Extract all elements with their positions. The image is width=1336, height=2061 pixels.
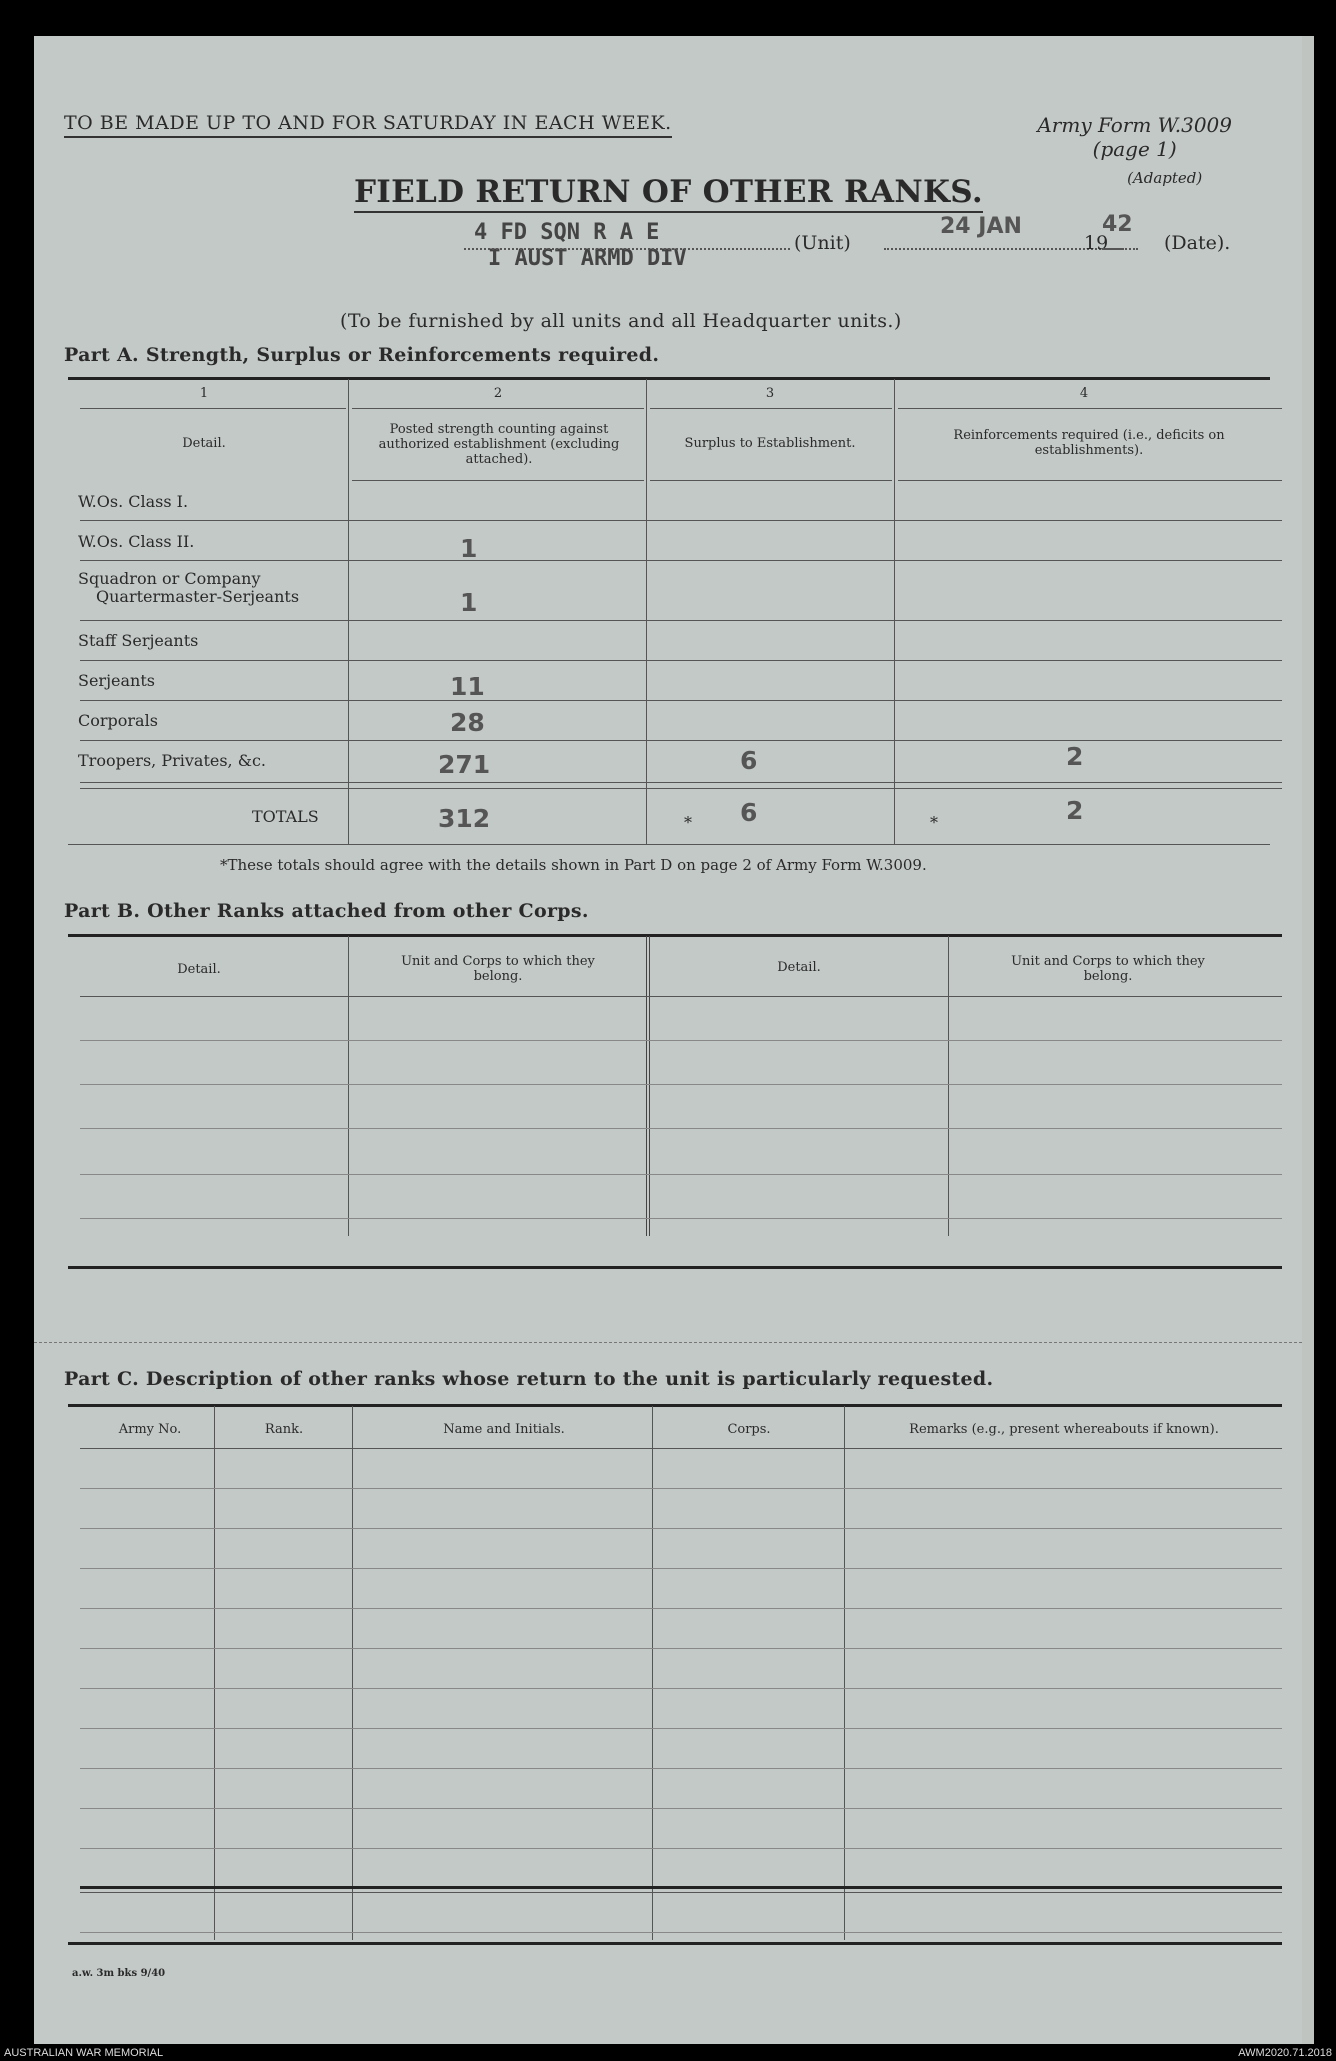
part-b-header-line [80, 996, 1282, 997]
year-dotted-line [1102, 248, 1138, 250]
part-b-header-unit-1: Unit and Corps to which they belong. [401, 954, 595, 984]
part-a-col-divider-2 [646, 379, 647, 845]
row-label-troopers: Troopers, Privates, &c. [78, 751, 267, 770]
total-reinf: 2 [1066, 796, 1084, 825]
part-b-line-1 [80, 1040, 1282, 1041]
year-handwritten: 42 [1102, 212, 1133, 237]
date-label: (Date). [1164, 232, 1231, 254]
row-label-wo1: W.Os. Class I. [78, 492, 189, 511]
col-number-3: 3 [765, 386, 775, 401]
part-c-line-3 [80, 1568, 1282, 1569]
posted-cqms: 1 [460, 588, 478, 617]
part-c-header-name: Name and Initials. [443, 1422, 565, 1437]
col-number-4: 4 [1079, 386, 1089, 401]
part-c-line-10 [80, 1848, 1282, 1849]
row-line-7b [80, 788, 1282, 789]
unit-dotted-line [464, 248, 790, 250]
furnish-note: (To be furnished by all units and all Headquarter units.) [340, 310, 902, 332]
form-title: FIELD RETURN OF OTHER RANKS. [354, 174, 983, 213]
archive-caption-left: AUSTRALIAN WAR MEMORIAL [4, 2047, 164, 2059]
part-c-line-12 [80, 1892, 1282, 1893]
part-c-line-9 [80, 1808, 1282, 1809]
part-a-col-divider-1 [348, 379, 349, 845]
hdr-sep-3 [650, 408, 892, 409]
col-number-2: 2 [493, 386, 503, 401]
part-b-header-unit-2: Unit and Corps to which they belong. [1011, 954, 1205, 984]
part-b-col-divider-3 [948, 936, 949, 1236]
totals-label: TOTALS [252, 807, 319, 826]
row-line-3 [80, 620, 1282, 621]
paper-edge [1302, 36, 1314, 2044]
total-surplus: 6 [740, 798, 758, 827]
part-c-header-rank: Rank. [264, 1422, 304, 1437]
part-c-header-corps: Corps. [727, 1422, 771, 1437]
part-a-bottom-rule [68, 844, 1270, 845]
part-c-header-army-no: Army No. [118, 1422, 182, 1437]
part-b-top-rule [68, 934, 1282, 937]
row-line-7 [80, 782, 1282, 783]
form-name: Army Form W.3009 [1037, 113, 1232, 137]
part-c-col-divider-2 [352, 1406, 353, 1940]
row-line-4 [80, 660, 1282, 661]
row-line-0c [898, 480, 1282, 481]
date-handwritten: 24 JAN [940, 214, 1022, 239]
part-b-header-detail-1: Detail. [177, 962, 221, 977]
asterisk-reinf: * [930, 813, 938, 832]
row-label-staff-sjts: Staff Serjeants [78, 631, 199, 650]
row-label-wo2: W.Os. Class II. [78, 532, 195, 551]
form-page: (page 1) [1092, 137, 1177, 161]
part-c-title: Part C. Description of other ranks whose return to the unit is particularly requested. [64, 1368, 994, 1390]
part-c-line-7 [80, 1728, 1282, 1729]
part-b-line-4 [80, 1174, 1282, 1175]
posted-sjts: 11 [450, 672, 485, 701]
part-c-line-5 [80, 1648, 1282, 1649]
perforation-line [34, 1342, 1302, 1343]
hdr-sep-2 [352, 408, 644, 409]
row-line-1 [80, 520, 1282, 521]
part-b-col-divider-1 [348, 936, 349, 1236]
surplus-troopers: 6 [740, 746, 758, 775]
col-header-surplus: Surplus to Establishment. [684, 436, 856, 451]
posted-corporals: 28 [450, 708, 485, 737]
part-c-header-line [80, 1448, 1282, 1449]
row-line-0a [352, 480, 644, 481]
part-a-col-divider-3 [894, 379, 895, 845]
row-line-6 [80, 740, 1282, 741]
part-c-line-11 [80, 1886, 1282, 1889]
part-c-col-divider-3 [652, 1406, 653, 1940]
row-label-cqms: Squadron or Company [78, 569, 261, 588]
asterisk-surplus: * [684, 813, 692, 832]
part-b-header-detail-2: Detail. [777, 960, 821, 975]
part-b-bottom-rule [68, 1266, 1282, 1269]
part-c-bottom-rule [68, 1942, 1282, 1945]
part-c-line-8 [80, 1768, 1282, 1769]
year-prefix: 19 [1084, 232, 1109, 254]
unit-line-2: I AUST ARMD DIV [488, 246, 687, 271]
posted-wo2: 1 [460, 534, 478, 563]
part-c-line-2 [80, 1528, 1282, 1529]
total-posted: 312 [438, 804, 491, 833]
hdr-sep-1 [80, 408, 346, 409]
archive-caption-right: AWM2020.71.2018 [1238, 2047, 1332, 2059]
reinf-troopers: 2 [1066, 742, 1084, 771]
part-a-footnote: *These totals should agree with the details shown in Part D on page 2 of Army Form W.3009. [220, 856, 927, 874]
posted-troopers: 271 [438, 750, 491, 779]
part-b-line-5 [80, 1218, 1282, 1219]
part-c-col-divider-1 [214, 1406, 215, 1940]
part-b-line-3 [80, 1128, 1282, 1129]
part-c-line-6 [80, 1688, 1282, 1689]
adapted-label: (Adapted) [1127, 169, 1203, 187]
part-b-title: Part B. Other Ranks attached from other Corps. [64, 900, 589, 922]
part-b-line-2 [80, 1084, 1282, 1085]
part-c-header-remarks: Remarks (e.g., present whereabouts if known). [909, 1422, 1219, 1437]
print-code: a.w. 3m bks 9/40 [72, 1968, 166, 1979]
part-c-col-divider-4 [844, 1406, 845, 1940]
part-c-top-rule [68, 1404, 1282, 1407]
part-c-line-4 [80, 1608, 1282, 1609]
row-line-2 [80, 560, 1282, 561]
col-header-posted: Posted strength counting against authorized establishment (excluding attached). [378, 422, 620, 467]
col-header-reinforcements: Reinforcements required (i.e., deficits on establishments). [953, 428, 1225, 458]
part-a-top-rule [68, 377, 1270, 380]
row-label-corporals: Corporals [78, 711, 158, 730]
part-c-line-13 [80, 1932, 1282, 1933]
unit-line-1: 4 FD SQN R A E [474, 220, 660, 245]
part-a-title: Part A. Strength, Surplus or Reinforcements required. [64, 344, 660, 366]
row-label-cqms-2: Quartermaster-Serjeants [96, 587, 300, 606]
weekly-note: TO BE MADE UP TO AND FOR SATURDAY IN EACH WEEK. [64, 112, 672, 138]
part-b-col-divider-2 [646, 936, 650, 1236]
form-sheet [34, 36, 1302, 2044]
hdr-sep-4 [898, 408, 1282, 409]
col-header-detail: Detail. [182, 436, 226, 451]
row-line-0b [650, 480, 892, 481]
form-identifier [1037, 113, 1232, 187]
row-label-sjts: Serjeants [78, 671, 155, 690]
part-c-line-1 [80, 1488, 1282, 1489]
row-line-5 [80, 700, 1282, 701]
unit-label: (Unit) [794, 232, 851, 254]
col-number-1: 1 [199, 386, 209, 401]
